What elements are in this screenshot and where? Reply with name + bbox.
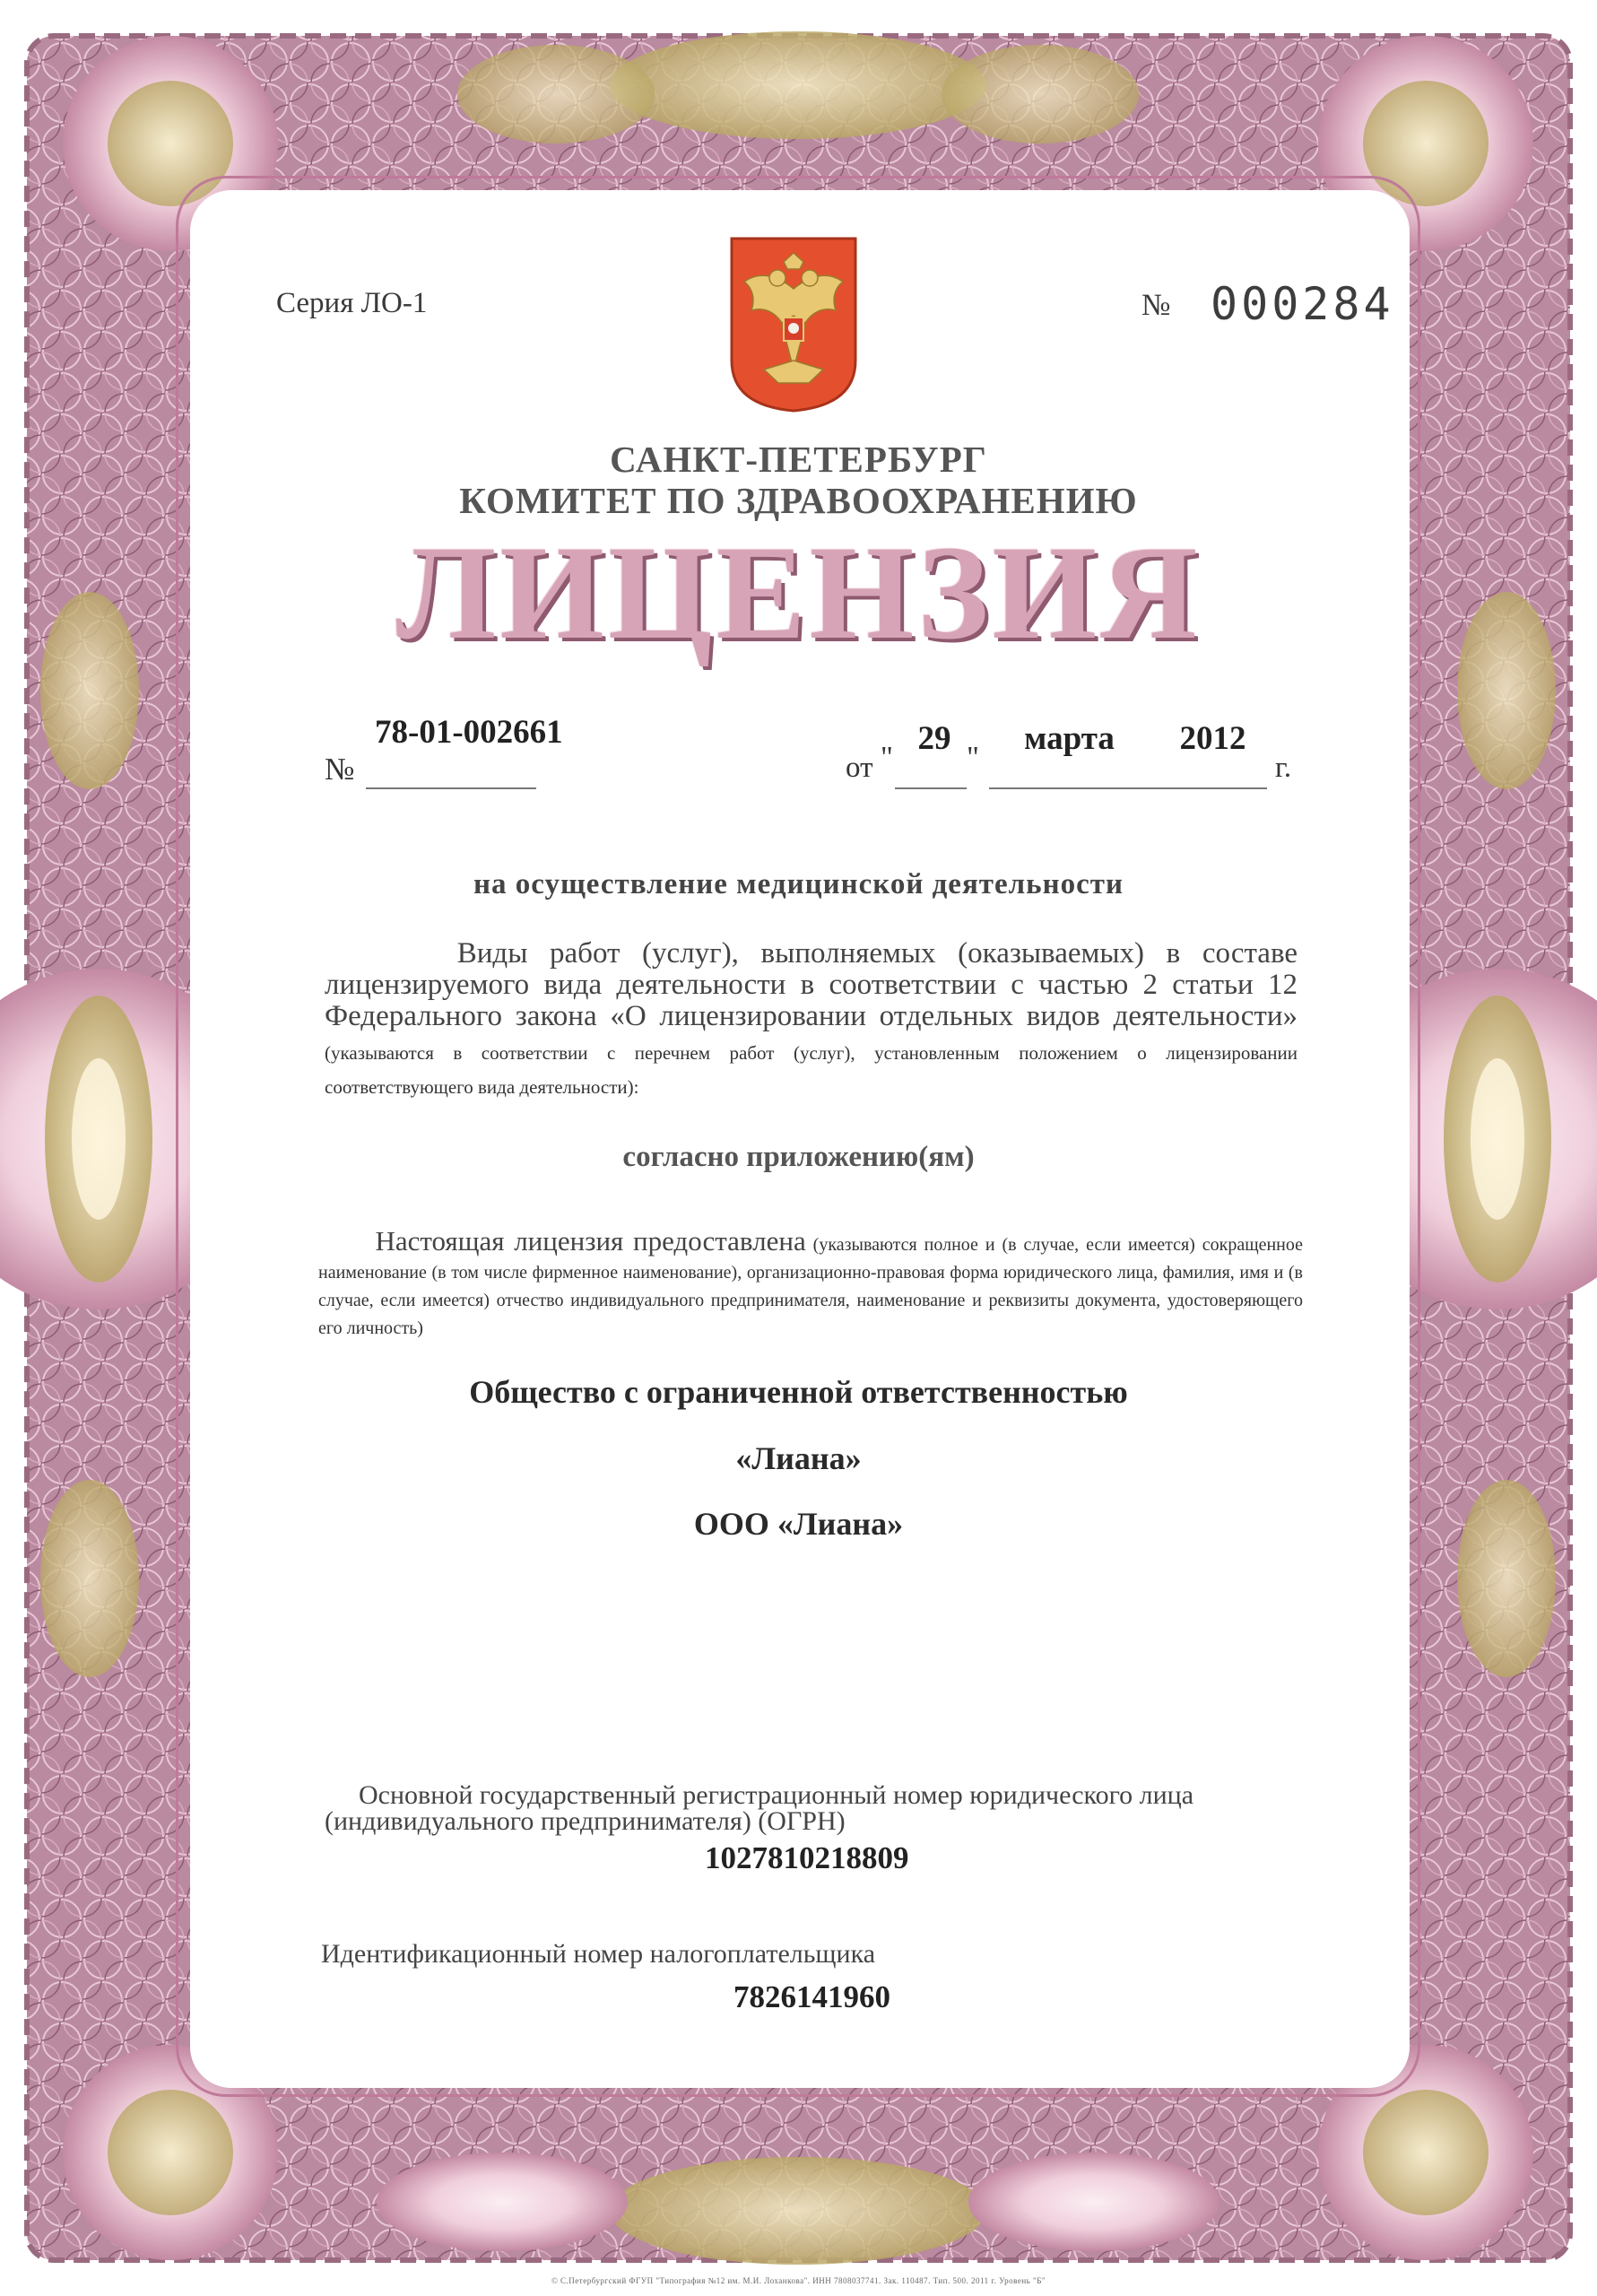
works-description [325, 938, 1298, 1103]
authority-committee: КОМИТЕТ ПО ЗДРАВООХРАНЕНИЮ [459, 480, 1138, 521]
granted-description [318, 1227, 1303, 1343]
ogrn-value: 1027810218809 [705, 1840, 909, 1875]
authority-city: САНКТ-ПЕТЕРБУРГ [610, 439, 987, 480]
date-day-underline [895, 787, 967, 789]
license-number-label: № [325, 752, 355, 787]
blank-number: 000284 [1211, 278, 1394, 330]
series-label: Серия ЛО-1 [276, 287, 428, 319]
blank-number-sign: № [1141, 289, 1171, 322]
license-date-month: марта [1024, 720, 1115, 757]
works-note: (указываются в соответствии с перечнем работ (услуг), установленным положением о лицензировании соответствующего вида деятельности): [325, 1042, 1298, 1098]
inn-label: Идентификационный номер налогоплательщика [321, 1939, 876, 1969]
inn-value: 7826141960 [733, 1979, 890, 2014]
organization-full-name-line1: Общество с ограниченной ответственностью [469, 1374, 1128, 1410]
license-number-underline [366, 787, 536, 789]
organization-short-name: ООО «Лиана» [693, 1506, 904, 1542]
date-year-suffix: г. [1275, 752, 1292, 784]
license-number: 78-01-002661 [375, 714, 563, 751]
granted-lead: Настоящая лицензия предоставлена [375, 1225, 806, 1257]
license-date-year: 2012 [1179, 720, 1246, 757]
license-date-day: 29 [917, 720, 951, 757]
date-quote-close: " [967, 741, 979, 774]
russian-coat-of-arms-icon [728, 235, 859, 414]
works-text: Виды работ (услуг), выполняемых (оказываемых) в составе лицензируемого вида деятельности в соответствии с частью 2 статьи 12 Федерального закона «О лицензировании отдельных видов деятельности» [325, 937, 1298, 1032]
printer-imprint: © С.Петербургский ФГУП "Типография №12 им. М.И. Лоханкова". ИНН 7808037741. Зак. 110487. Тип. 500. 2011 г. Уровень "Б" [551, 2276, 1046, 2285]
date-quote-open: " [881, 741, 893, 774]
ogrn-label-line2: (индивидуального предпринимателя) (ОГРН) [325, 1806, 846, 1836]
granted-note: (указываются полное и (в случае, если имеется) сокращенное наименование (в том числе фирменное наименование), организационно-правовая форма юридического лица, фамилия, имя и (в случае, если имеется) отчество индивидуального предпринимателя, наименование и реквизиты документа, удостоверяющего его личность) [318, 1235, 1304, 1338]
document-title: ЛИЦЕНЗИЯ [395, 518, 1202, 667]
annex-reference: согласно приложению(ям) [622, 1141, 975, 1173]
organization-full-name-line2: «Лиана» [735, 1440, 862, 1476]
activity-type: на осуществление медицинской деятельности [473, 868, 1124, 900]
date-prefix: от [846, 752, 873, 784]
ogrn-label-line1: Основной государственный регистрационный номер юридического лица [359, 1780, 1194, 1810]
date-month-underline [989, 787, 1267, 789]
